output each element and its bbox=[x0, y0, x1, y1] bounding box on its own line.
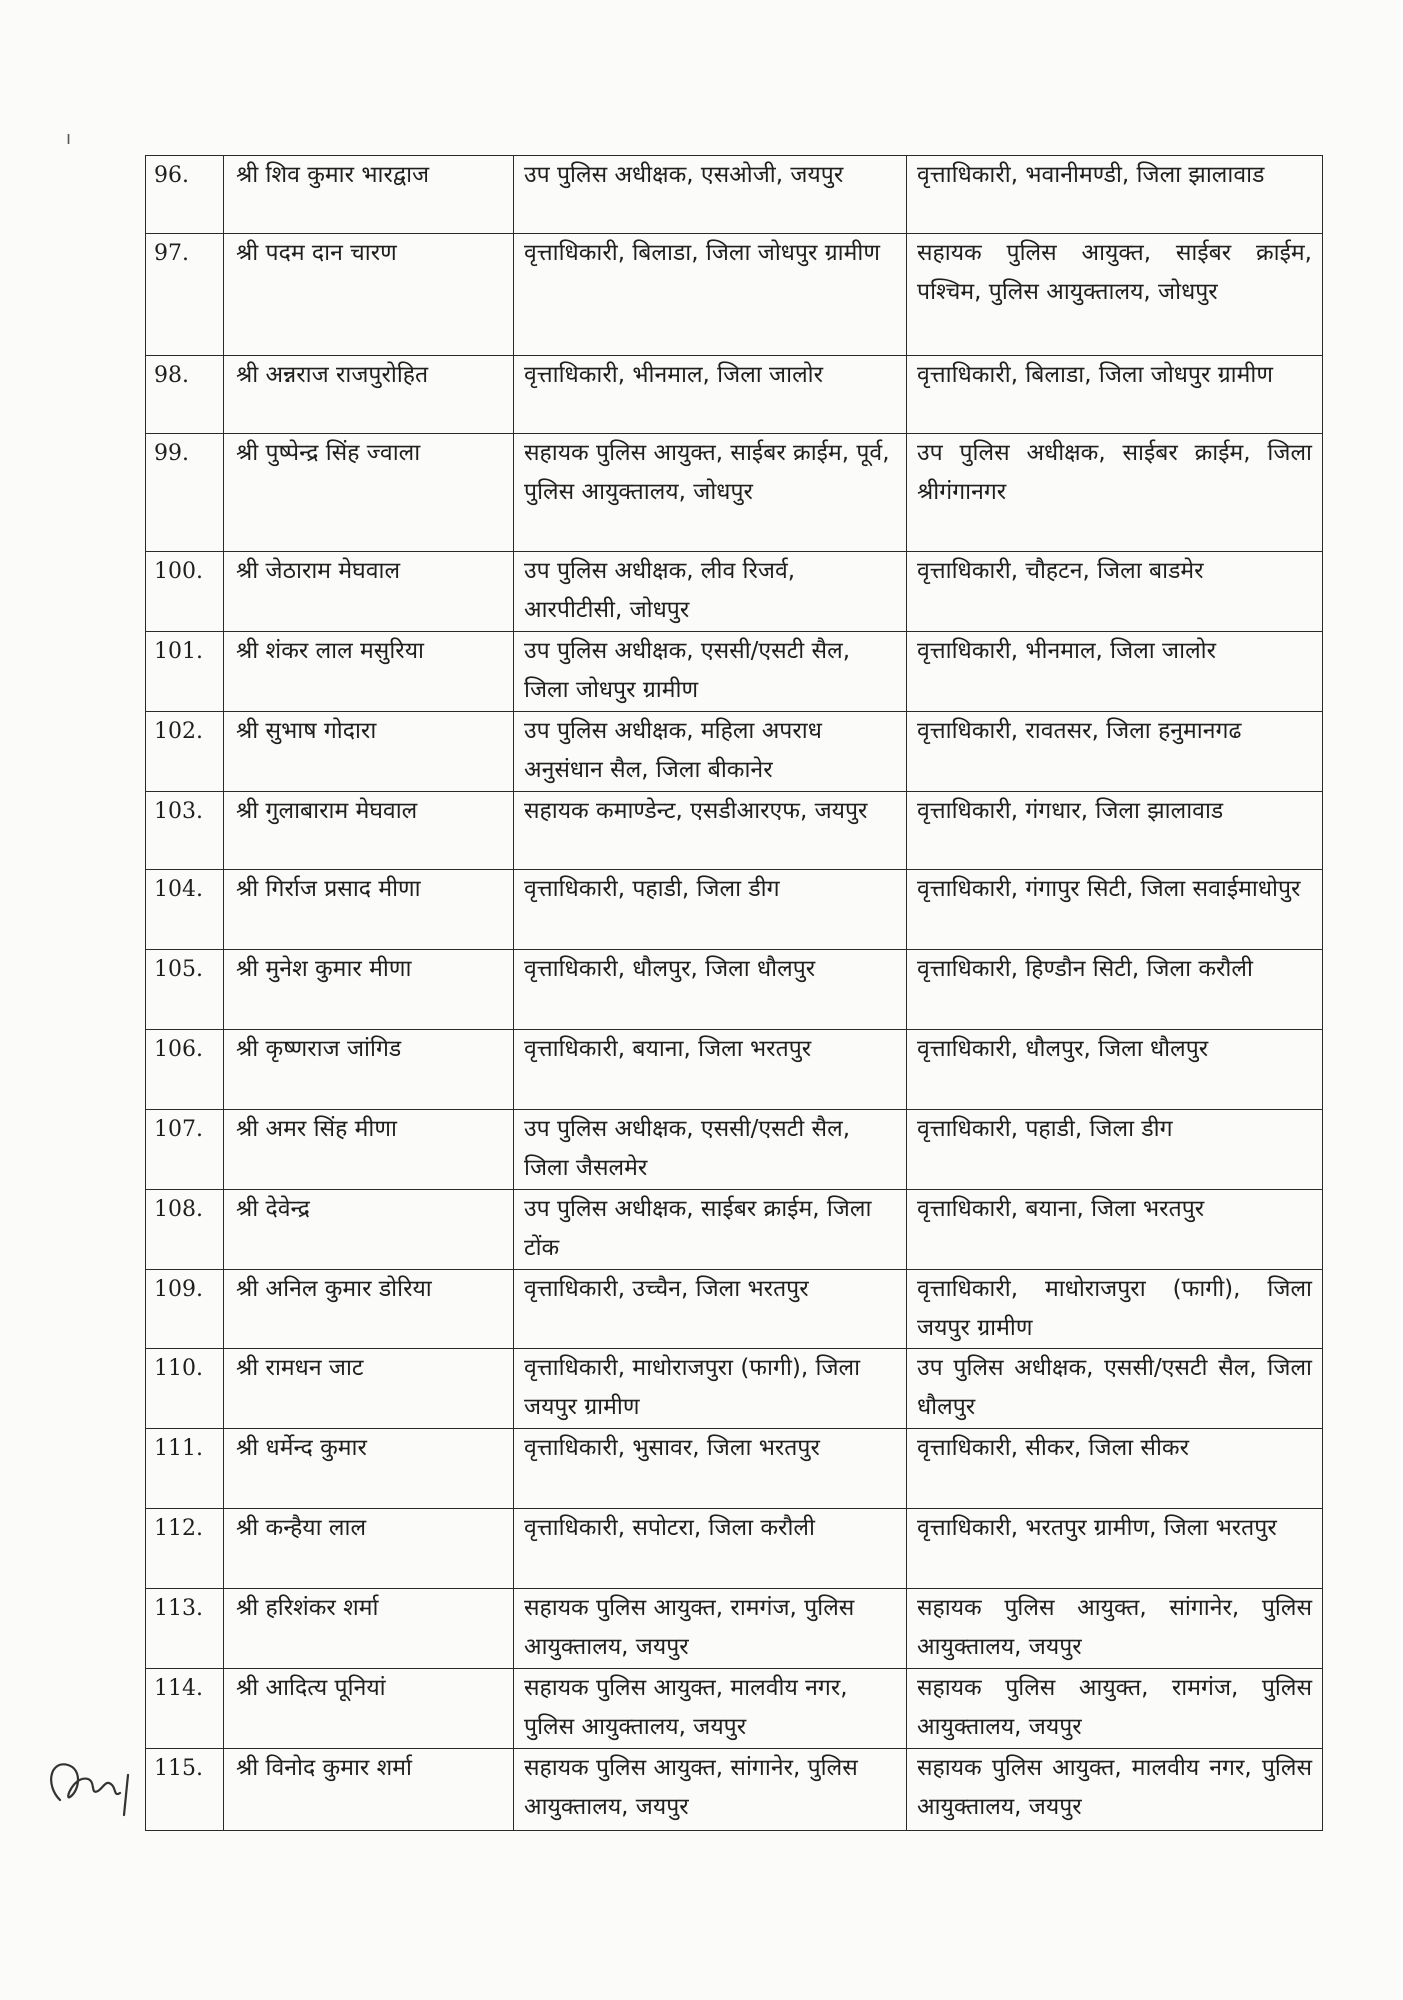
serial-number: 110. bbox=[146, 1349, 224, 1429]
new-posting: वृत्ताधिकारी, गंगधार, जिला झालावाड bbox=[907, 792, 1323, 870]
current-posting: वृत्ताधिकारी, पहाडी, जिला डीग bbox=[514, 870, 907, 950]
current-posting: वृत्ताधिकारी, बयाना, जिला भरतपुर bbox=[514, 1030, 907, 1110]
table-row bbox=[146, 434, 1323, 552]
officer-name: श्री धर्मेन्द कुमार bbox=[224, 1429, 514, 1509]
officer-name: श्री अमर सिंह मीणा bbox=[224, 1110, 514, 1190]
current-posting: वृत्ताधिकारी, भीनमाल, जिला जालोर bbox=[514, 356, 907, 434]
serial-number: 105. bbox=[146, 950, 224, 1030]
officer-name: श्री गिर्राज प्रसाद मीणा bbox=[224, 870, 514, 950]
current-posting: सहायक पुलिस आयुक्त, साईबर क्राईम, पूर्व, पुलिस आयुक्तालय, जोधपुर bbox=[514, 434, 907, 552]
officer-name: श्री पुष्पेन्द्र सिंह ज्वाला bbox=[224, 434, 514, 552]
serial-number: 97. bbox=[146, 234, 224, 356]
table-row bbox=[146, 1749, 1323, 1831]
new-posting: वृत्ताधिकारी, चौहटन, जिला बाडमेर bbox=[907, 552, 1323, 632]
table-row bbox=[146, 156, 1323, 234]
serial-number: 100. bbox=[146, 552, 224, 632]
current-posting: वृत्ताधिकारी, सपोटरा, जिला करौली bbox=[514, 1509, 907, 1589]
new-posting: वृत्ताधिकारी, सीकर, जिला सीकर bbox=[907, 1429, 1323, 1509]
officer-name: श्री मुनेश कुमार मीणा bbox=[224, 950, 514, 1030]
new-posting: सहायक पुलिस आयुक्त, साईबर क्राईम, पश्चिम, पुलिस आयुक्तालय, जोधपुर bbox=[907, 234, 1323, 356]
current-posting: सहायक कमाण्डेन्ट, एसडीआरएफ, जयपुर bbox=[514, 792, 907, 870]
current-posting: सहायक पुलिस आयुक्त, रामगंज, पुलिस आयुक्तालय, जयपुर bbox=[514, 1589, 907, 1669]
serial-number: 115. bbox=[146, 1749, 224, 1831]
current-posting: उप पुलिस अधीक्षक, महिला अपराध अनुसंधान सैल, जिला बीकानेर bbox=[514, 712, 907, 792]
table-row bbox=[146, 792, 1323, 870]
table-row bbox=[146, 1669, 1323, 1749]
table-row bbox=[146, 1589, 1323, 1669]
serial-number: 96. bbox=[146, 156, 224, 234]
officer-name: श्री शिव कुमार भारद्वाज bbox=[224, 156, 514, 234]
current-posting: सहायक पुलिस आयुक्त, सांगानेर, पुलिस आयुक्तालय, जयपुर bbox=[514, 1749, 907, 1831]
handwritten-signature bbox=[40, 1745, 150, 1820]
officer-name: श्री विनोद कुमार शर्मा bbox=[224, 1749, 514, 1831]
serial-number: 106. bbox=[146, 1030, 224, 1110]
table-row bbox=[146, 1270, 1323, 1349]
new-posting: सहायक पुलिस आयुक्त, सांगानेर, पुलिस आयुक्तालय, जयपुर bbox=[907, 1589, 1323, 1669]
new-posting: वृत्ताधिकारी, रावतसर, जिला हनुमानगढ bbox=[907, 712, 1323, 792]
serial-number: 98. bbox=[146, 356, 224, 434]
current-posting: वृत्ताधिकारी, धौलपुर, जिला धौलपुर bbox=[514, 950, 907, 1030]
serial-number: 102. bbox=[146, 712, 224, 792]
table-row bbox=[146, 1030, 1323, 1110]
current-posting: वृत्ताधिकारी, भुसावर, जिला भरतपुर bbox=[514, 1429, 907, 1509]
new-posting: वृत्ताधिकारी, भरतपुर ग्रामीण, जिला भरतपुर bbox=[907, 1509, 1323, 1589]
serial-number: 108. bbox=[146, 1190, 224, 1270]
new-posting: उप पुलिस अधीक्षक, एससी/एसटी सैल, जिला धौलपुर bbox=[907, 1349, 1323, 1429]
officer-name: श्री कन्हैया लाल bbox=[224, 1509, 514, 1589]
serial-number: 104. bbox=[146, 870, 224, 950]
new-posting: वृत्ताधिकारी, पहाडी, जिला डीग bbox=[907, 1110, 1323, 1190]
new-posting: सहायक पुलिस आयुक्त, रामगंज, पुलिस आयुक्तालय, जयपुर bbox=[907, 1669, 1323, 1749]
serial-number: 107. bbox=[146, 1110, 224, 1190]
serial-number: 112. bbox=[146, 1509, 224, 1589]
current-posting: वृत्ताधिकारी, बिलाडा, जिला जोधपुर ग्रामीण bbox=[514, 234, 907, 356]
new-posting: सहायक पुलिस आयुक्त, मालवीय नगर, पुलिस आयुक्तालय, जयपुर bbox=[907, 1749, 1323, 1831]
officer-name: श्री अनिल कुमार डोरिया bbox=[224, 1270, 514, 1349]
table-row bbox=[146, 552, 1323, 632]
new-posting: वृत्ताधिकारी, हिण्डौन सिटी, जिला करौली bbox=[907, 950, 1323, 1030]
current-posting: उप पुलिस अधीक्षक, एससी/एसटी सैल, जिला जोधपुर ग्रामीण bbox=[514, 632, 907, 712]
officer-name: श्री गुलाबाराम मेघवाल bbox=[224, 792, 514, 870]
table-row bbox=[146, 1190, 1323, 1270]
new-posting: वृत्ताधिकारी, गंगापुर सिटी, जिला सवाईमाधोपुर bbox=[907, 870, 1323, 950]
serial-number: 101. bbox=[146, 632, 224, 712]
table-row bbox=[146, 870, 1323, 950]
transfer-list-table bbox=[145, 155, 1323, 1831]
officer-name: श्री देवेन्द्र bbox=[224, 1190, 514, 1270]
new-posting: वृत्ताधिकारी, धौलपुर, जिला धौलपुर bbox=[907, 1030, 1323, 1110]
current-posting: उप पुलिस अधीक्षक, एससी/एसटी सैल, जिला जैसलमेर bbox=[514, 1110, 907, 1190]
table-row bbox=[146, 1110, 1323, 1190]
serial-number: 103. bbox=[146, 792, 224, 870]
current-posting: वृत्ताधिकारी, उच्चैन, जिला भरतपुर bbox=[514, 1270, 907, 1349]
table-row bbox=[146, 356, 1323, 434]
new-posting: वृत्ताधिकारी, बयाना, जिला भरतपुर bbox=[907, 1190, 1323, 1270]
current-posting: वृत्ताधिकारी, माधोराजपुरा (फागी), जिला जयपुर ग्रामीण bbox=[514, 1349, 907, 1429]
new-posting: वृत्ताधिकारी, भवानीमण्डी, जिला झालावाड bbox=[907, 156, 1323, 234]
table-body bbox=[146, 156, 1323, 1831]
serial-number: 99. bbox=[146, 434, 224, 552]
officer-name: श्री शंकर लाल मसुरिया bbox=[224, 632, 514, 712]
officer-name: श्री हरिशंकर शर्मा bbox=[224, 1589, 514, 1669]
serial-number: 113. bbox=[146, 1589, 224, 1669]
current-posting: उप पुलिस अधीक्षक, लीव रिजर्व, आरपीटीसी, जोधपुर bbox=[514, 552, 907, 632]
officer-name: श्री कृष्णराज जांगिड bbox=[224, 1030, 514, 1110]
serial-number: 111. bbox=[146, 1429, 224, 1509]
table-row bbox=[146, 632, 1323, 712]
table-row bbox=[146, 712, 1323, 792]
table-row bbox=[146, 950, 1323, 1030]
officer-name: श्री रामधन जाट bbox=[224, 1349, 514, 1429]
officer-name: श्री जेठाराम मेघवाल bbox=[224, 552, 514, 632]
current-posting: उप पुलिस अधीक्षक, एसओजी, जयपुर bbox=[514, 156, 907, 234]
margin-tick-mark: ı bbox=[66, 128, 72, 149]
serial-number: 114. bbox=[146, 1669, 224, 1749]
current-posting: उप पुलिस अधीक्षक, साईबर क्राईम, जिला टोंक bbox=[514, 1190, 907, 1270]
officer-name: श्री सुभाष गोदारा bbox=[224, 712, 514, 792]
new-posting: वृत्ताधिकारी, बिलाडा, जिला जोधपुर ग्रामीण bbox=[907, 356, 1323, 434]
officer-name: श्री आदित्य पूनियां bbox=[224, 1669, 514, 1749]
serial-number: 109. bbox=[146, 1270, 224, 1349]
table-row bbox=[146, 234, 1323, 356]
table-row bbox=[146, 1349, 1323, 1429]
current-posting: सहायक पुलिस आयुक्त, मालवीय नगर, पुलिस आयुक्तालय, जयपुर bbox=[514, 1669, 907, 1749]
table-row bbox=[146, 1509, 1323, 1589]
new-posting: वृत्ताधिकारी, माधोराजपुरा (फागी), जिला जयपुर ग्रामीण bbox=[907, 1270, 1323, 1349]
officer-name: श्री अन्नराज राजपुरोहित bbox=[224, 356, 514, 434]
officer-name: श्री पदम दान चारण bbox=[224, 234, 514, 356]
new-posting: उप पुलिस अधीक्षक, साईबर क्राईम, जिला श्रीगंगानगर bbox=[907, 434, 1323, 552]
table-row bbox=[146, 1429, 1323, 1509]
new-posting: वृत्ताधिकारी, भीनमाल, जिला जालोर bbox=[907, 632, 1323, 712]
